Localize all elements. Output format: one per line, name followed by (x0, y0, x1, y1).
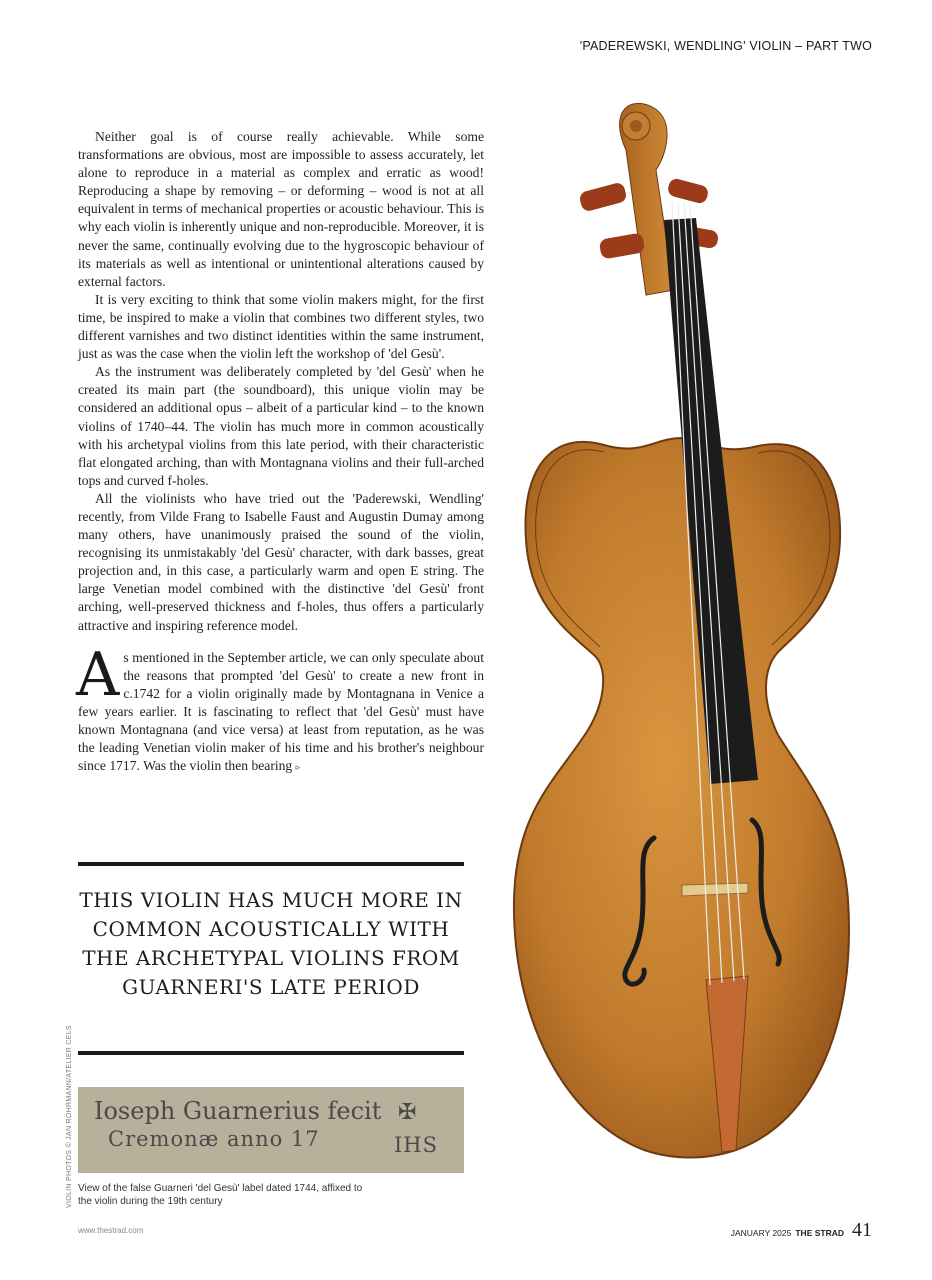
pull-quote-top-rule (78, 862, 464, 866)
label-line-2: Cremonæ anno 17 (108, 1127, 320, 1151)
footer-folio (731, 1219, 872, 1242)
violin-label-photo (78, 1087, 464, 1173)
cross-icon: ✠ (398, 1099, 417, 1124)
photo-credit: VIOLIN PHOTOS © JAN RÖHRMANN/ATELIER CELS (66, 1025, 73, 1208)
article-body (78, 128, 484, 776)
photo-caption: View of the false Guarneri 'del Gesù' label dated 1744, affixed to the violin during the 19th century (78, 1183, 363, 1207)
issue-date: JANUARY 2025 (730, 1228, 792, 1238)
pull-quote-bottom-rule (78, 1051, 464, 1055)
running-header: 'PADEREWSKI, WENDLING' VIOLIN – PART TWO (579, 39, 872, 53)
dropcap-paragraph-text: s mentioned in the September article, we can only speculate about the reasons that prompted 'del Gesù' to create a new front in c.1742 for a violin originally made by Montagnana in Venice a few years earlier. It is fascinating to reflect that 'del Gesù' must have known Montagnana (and vice versa) at least from reputation, as he was the leading Venetian violin maker of his time and his brother's neighbour since 1717. Was the violin then bearing (78, 649, 484, 774)
drop-cap: A (76, 639, 120, 710)
article-paragraph: Neither goal is of course really achievable. While some transformations are obvious, most are impossible to assess accurately, let alone to reproduce in a material as complex and erratic as wood! Reproducing a shape by removing – or deforming – wood is not at all equivalent in terms of mechanical properties or acoustic behaviour. This is why each violin is inherently unique and non-reproducible. Moreover, it is never the same, continually evolving due to the hygroscopic behaviour of its materials as well as intentional or unintentional alterations caused by external factors. (78, 129, 484, 289)
article-paragraph: As the instrument was deliberately completed by 'del Gesù' when he created its main part (the soundboard), this unique violin may be considered an additional opus – albeit of a particular kind – to the known violins of 1740–44. The violin has much more in common acoustically with his archetypal violins from this late period, with their characteristic flat elongated arching, than with Montagnana violins and their full-arched tops and curved f-holes. (78, 364, 484, 488)
violin-body (514, 438, 849, 1158)
footer-url: www.thestrad.com (78, 1226, 144, 1235)
article-paragraph: It is very exciting to think that some violin makers might, for the first time, be inspired to make a violin that combines two different styles, two different varnishes and two distinct identities within the same instrument, just as was the case when the violin left the workshop of 'del Gesù'. (78, 291, 484, 362)
pull-quote: THIS VIOLIN HAS MUCH MORE IN COMMON ACOUSTICALLY WITH THE ARCHETYPAL VIOLINS FROM GUARNERI'S LATE PERIOD (79, 888, 463, 999)
label-line-1: Ioseph Guarnerius fecit (94, 1097, 382, 1125)
violin-photo (496, 90, 876, 1202)
page-number: 41 (852, 1219, 872, 1241)
continue-triangle-icon: ▹ (295, 762, 301, 773)
violin-scroll (620, 103, 674, 295)
article-paragraph-dropcap (76, 639, 484, 777)
magazine-name: THE STRAD (795, 1228, 844, 1238)
ihs-monogram: IHS (394, 1133, 438, 1157)
article-paragraph: All the violinists who have tried out the 'Paderewski, Wendling' recently, from Vilde Frang to Isabelle Faust and Augustin Dumay among many others, have unanimously praised the sound of the violin, recognising its unmistakably 'del Gesù' character, with dark basses, great projection and, in this case, a particularly warm and open E string. The large Venetian model combined with the distinctive 'del Gesù' front arching, well-preserved thickness and f-holes, thus offers a particularly attractive and inspiring reference model. (78, 490, 484, 633)
